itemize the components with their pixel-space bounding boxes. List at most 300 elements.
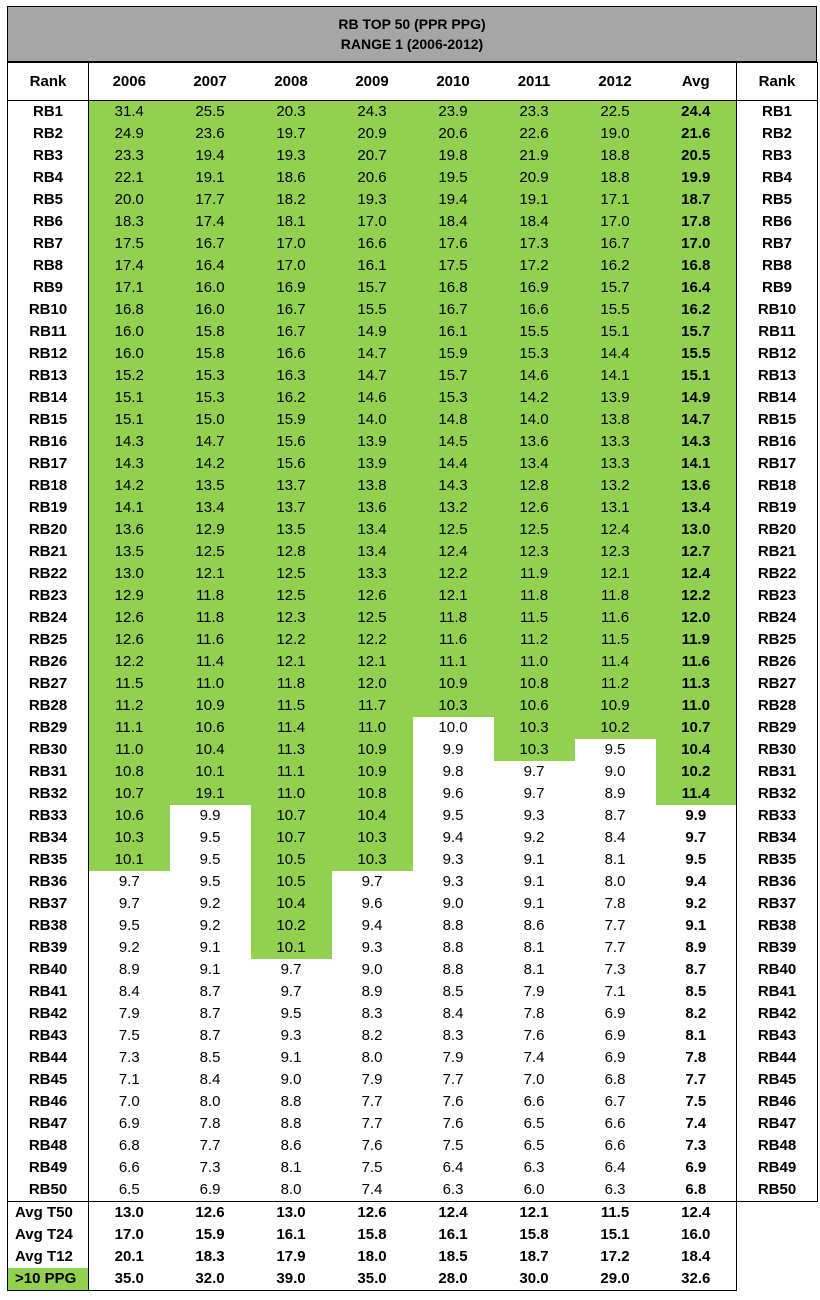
rank-cell-right: RB44	[737, 1047, 818, 1069]
table-subtitle: RANGE 1 (2006-2012)	[340, 36, 484, 52]
value-cell: 22.6	[494, 123, 575, 145]
table-row	[8, 211, 818, 233]
value-cell: 7.8	[523, 1005, 545, 1022]
value-cell: 7.7	[361, 1115, 383, 1132]
rank-cell: RB42	[8, 1003, 89, 1025]
avg-cell: 24.4	[656, 101, 737, 124]
value-cell: 8.0	[199, 1093, 221, 1110]
table-row	[8, 409, 818, 431]
value-cell: 11.0	[170, 673, 251, 695]
value-cell: 12.3	[494, 541, 575, 563]
value-cell: 20.9	[494, 167, 575, 189]
avg-cell: 17.0	[656, 233, 737, 255]
rank-cell-right: RB34	[737, 827, 818, 849]
avg-cell: 19.9	[656, 167, 737, 189]
table-row	[8, 277, 818, 299]
value-cell: 16.7	[251, 321, 332, 343]
summary-value: 32.0	[170, 1268, 251, 1291]
value-cell: 16.1	[332, 255, 413, 277]
value-cell: 9.7	[280, 983, 302, 1000]
value-cell: 18.4	[494, 211, 575, 233]
value-cell: 7.9	[361, 1071, 383, 1088]
value-cell: 8.6	[523, 917, 545, 934]
value-cell: 7.1	[118, 1071, 140, 1088]
rank-cell: RB44	[8, 1047, 89, 1069]
value-cell: 10.4	[332, 805, 413, 827]
value-cell: 18.2	[251, 189, 332, 211]
value-cell: 10.9	[413, 673, 494, 695]
value-cell: 15.1	[89, 409, 170, 431]
summary-avg: 16.0	[656, 1224, 737, 1246]
value-cell: 9.7	[523, 763, 545, 780]
summary-value: 12.6	[195, 1204, 225, 1221]
value-cell: 10.3	[332, 849, 413, 871]
avg-cell: 8.1	[656, 1025, 737, 1047]
value-cell: 19.1	[170, 167, 251, 189]
value-cell: 16.2	[575, 255, 656, 277]
avg-cell: 14.1	[656, 453, 737, 475]
value-cell: 10.3	[413, 695, 494, 717]
value-cell: 20.7	[332, 145, 413, 167]
value-cell: 10.5	[251, 871, 332, 893]
value-cell: 6.6	[604, 1115, 626, 1132]
value-cell: 13.1	[575, 497, 656, 519]
value-cell: 15.2	[89, 365, 170, 387]
value-cell: 6.3	[575, 1179, 656, 1202]
value-cell: 16.2	[251, 387, 332, 409]
table-row	[8, 893, 818, 915]
rank-cell: RB14	[8, 387, 89, 409]
value-cell: 17.6	[413, 233, 494, 255]
value-cell: 8.3	[442, 1027, 464, 1044]
value-cell: 8.4	[118, 983, 140, 1000]
value-cell: 11.0	[251, 783, 332, 805]
value-cell: 16.7	[170, 233, 251, 255]
value-cell: 9.5	[442, 807, 464, 824]
value-cell: 8.8	[280, 1115, 302, 1132]
value-cell: 12.1	[170, 563, 251, 585]
table-row	[8, 871, 818, 893]
summary-row	[8, 1202, 818, 1225]
value-cell: 13.4	[332, 519, 413, 541]
value-cell: 10.0	[438, 719, 468, 736]
value-cell: 15.6	[251, 453, 332, 475]
avg-cell: 21.6	[656, 123, 737, 145]
value-cell: 7.5	[118, 1027, 140, 1044]
value-cell: 11.8	[494, 585, 575, 607]
rank-cell: RB15	[8, 409, 89, 431]
table-title-box	[7, 6, 817, 62]
value-cell: 14.3	[413, 475, 494, 497]
rank-cell-right: RB8	[737, 255, 818, 277]
value-cell: 10.6	[89, 805, 170, 827]
avg-cell: 17.8	[656, 211, 737, 233]
value-cell: 11.8	[413, 607, 494, 629]
value-cell: 11.8	[575, 585, 656, 607]
value-cell: 11.1	[89, 717, 170, 739]
summary-value: 18.7	[519, 1248, 549, 1265]
value-cell: 9.6	[442, 785, 464, 802]
table-row	[8, 629, 818, 651]
value-cell: 13.0	[89, 563, 170, 585]
value-cell: 19.1	[494, 189, 575, 211]
column-header: 2007	[170, 63, 251, 101]
value-cell: 10.2	[251, 915, 332, 937]
avg-cell: 9.1	[656, 915, 737, 937]
value-cell: 15.1	[575, 321, 656, 343]
value-cell: 10.5	[251, 849, 332, 871]
value-cell: 13.8	[575, 409, 656, 431]
value-cell: 17.0	[575, 211, 656, 233]
value-cell: 15.9	[251, 409, 332, 431]
rank-cell: RB20	[8, 519, 89, 541]
value-cell: 12.1	[413, 585, 494, 607]
value-cell: 8.4	[604, 829, 626, 846]
value-cell: 12.6	[89, 607, 170, 629]
data-table	[7, 62, 818, 1291]
value-cell: 17.0	[251, 233, 332, 255]
summary-value: 17.9	[276, 1248, 306, 1265]
summary-value: 18.3	[195, 1248, 225, 1265]
rank-cell-right: RB26	[737, 651, 818, 673]
value-cell: 13.5	[170, 475, 251, 497]
value-cell: 10.4	[251, 893, 332, 915]
value-cell: 8.9	[118, 961, 140, 978]
value-cell: 17.7	[170, 189, 251, 211]
rank-cell: RB7	[8, 233, 89, 255]
table-row	[8, 321, 818, 343]
summary-value: 16.1	[276, 1226, 306, 1243]
avg-cell: 8.5	[656, 981, 737, 1003]
value-cell: 12.1	[575, 563, 656, 585]
value-cell: 14.3	[89, 431, 170, 453]
rank-cell: RB45	[8, 1069, 89, 1091]
rank-cell-right: RB2	[737, 123, 818, 145]
value-cell: 11.1	[251, 761, 332, 783]
value-cell: 15.3	[494, 343, 575, 365]
value-cell: 9.9	[199, 807, 221, 824]
column-header: 2008	[251, 63, 332, 101]
rank-cell-right: RB15	[737, 409, 818, 431]
summary-value: 11.5	[600, 1204, 630, 1221]
rank-cell: RB37	[8, 893, 89, 915]
value-cell: 9.7	[118, 895, 140, 912]
value-cell: 11.2	[494, 629, 575, 651]
value-cell: 24.3	[332, 101, 413, 124]
value-cell: 17.2	[494, 255, 575, 277]
table-row	[8, 651, 818, 673]
value-cell: 9.9	[442, 741, 464, 758]
rank-cell-right: RB6	[737, 211, 818, 233]
rank-cell-right: RB50	[737, 1179, 818, 1202]
avg-cell: 12.4	[656, 563, 737, 585]
table-row	[8, 343, 818, 365]
column-header: 2006	[89, 63, 170, 101]
rank-cell: RB23	[8, 585, 89, 607]
rank-cell: RB39	[8, 937, 89, 959]
value-cell: 23.3	[494, 101, 575, 124]
value-cell: 6.9	[604, 1005, 626, 1022]
value-cell: 11.5	[251, 695, 332, 717]
value-cell: 13.9	[575, 387, 656, 409]
rank-cell: RB47	[8, 1113, 89, 1135]
value-cell: 12.5	[413, 519, 494, 541]
value-cell: 15.3	[170, 365, 251, 387]
avg-cell: 14.3	[656, 431, 737, 453]
value-cell: 11.0	[494, 651, 575, 673]
value-cell: 16.8	[89, 299, 170, 321]
value-cell: 14.2	[170, 453, 251, 475]
summary-value: 16.1	[438, 1226, 468, 1243]
value-cell: 10.6	[170, 717, 251, 739]
table-row	[8, 299, 818, 321]
summary-row	[8, 1268, 818, 1291]
rank-cell: RB36	[8, 871, 89, 893]
value-cell: 8.4	[199, 1071, 221, 1088]
avg-cell: 10.7	[656, 717, 737, 739]
avg-cell: 10.2	[656, 761, 737, 783]
rank-cell: RB9	[8, 277, 89, 299]
summary-value: 13.0	[276, 1204, 306, 1221]
value-cell: 6.7	[604, 1093, 626, 1110]
rank-cell-right: RB35	[737, 849, 818, 871]
value-cell: 16.0	[170, 277, 251, 299]
avg-cell: 9.5	[656, 849, 737, 871]
value-cell: 12.9	[170, 519, 251, 541]
rank-cell: RB50	[8, 1179, 89, 1202]
summary-value: 17.2	[600, 1248, 630, 1265]
rank-cell: RB16	[8, 431, 89, 453]
value-cell: 12.4	[413, 541, 494, 563]
column-header: 2009	[332, 63, 413, 101]
rank-cell-right: RB36	[737, 871, 818, 893]
value-cell: 6.3	[413, 1179, 494, 1202]
value-cell: 11.2	[89, 695, 170, 717]
summary-value: 39.0	[251, 1268, 332, 1291]
avg-cell: 13.6	[656, 475, 737, 497]
value-cell: 6.6	[118, 1159, 140, 1176]
value-cell: 16.4	[170, 255, 251, 277]
value-cell: 9.5	[118, 917, 140, 934]
table-row	[8, 189, 818, 211]
rank-cell: RB4	[8, 167, 89, 189]
summary-value: 17.0	[114, 1226, 144, 1243]
value-cell: 14.2	[89, 475, 170, 497]
value-cell: 7.4	[523, 1049, 545, 1066]
rank-cell: RB12	[8, 343, 89, 365]
avg-cell: 9.4	[656, 871, 737, 893]
value-cell: 15.9	[413, 343, 494, 365]
value-cell: 7.9	[118, 1005, 140, 1022]
rank-cell-right: RB16	[737, 431, 818, 453]
avg-cell: 15.5	[656, 343, 737, 365]
value-cell: 13.4	[494, 453, 575, 475]
value-cell: 13.5	[251, 519, 332, 541]
value-cell: 8.0	[604, 873, 626, 890]
value-cell: 9.0	[604, 763, 626, 780]
value-cell: 19.1	[170, 783, 251, 805]
avg-cell: 13.4	[656, 497, 737, 519]
value-cell: 9.1	[523, 851, 545, 868]
table-row	[8, 519, 818, 541]
rank-cell-right: RB1	[737, 101, 818, 124]
avg-cell: 16.2	[656, 299, 737, 321]
rank-cell-right: RB21	[737, 541, 818, 563]
rank-cell-right: RB7	[737, 233, 818, 255]
value-cell: 11.7	[332, 695, 413, 717]
avg-cell: 12.7	[656, 541, 737, 563]
rank-cell: RB24	[8, 607, 89, 629]
avg-cell: 16.4	[656, 277, 737, 299]
value-cell: 20.0	[89, 189, 170, 211]
value-cell: 14.5	[413, 431, 494, 453]
value-cell: 8.1	[280, 1159, 302, 1176]
rank-cell-right: RB17	[737, 453, 818, 475]
summary-avg: 18.4	[656, 1246, 737, 1268]
value-cell: 14.6	[332, 387, 413, 409]
value-cell: 8.0	[361, 1049, 383, 1066]
rank-cell: RB19	[8, 497, 89, 519]
value-cell: 10.2	[575, 717, 656, 739]
value-cell: 13.4	[332, 541, 413, 563]
value-cell: 9.5	[199, 829, 221, 846]
value-cell: 10.8	[332, 783, 413, 805]
value-cell: 17.3	[494, 233, 575, 255]
table-row	[8, 1135, 818, 1157]
rank-cell-right: RB14	[737, 387, 818, 409]
value-cell: 13.2	[413, 497, 494, 519]
value-cell: 8.8	[280, 1093, 302, 1110]
summary-value: 12.6	[357, 1204, 387, 1221]
avg-cell: 11.6	[656, 651, 737, 673]
table-row	[8, 585, 818, 607]
table-row	[8, 783, 818, 805]
value-cell: 16.6	[332, 233, 413, 255]
rank-cell-right: RB28	[737, 695, 818, 717]
rank-cell: RB46	[8, 1091, 89, 1113]
value-cell: 13.6	[89, 519, 170, 541]
value-cell: 15.5	[332, 299, 413, 321]
value-cell: 8.7	[604, 807, 626, 824]
blank-cell	[737, 1246, 818, 1268]
value-cell: 6.5	[523, 1115, 545, 1132]
rank-cell: RB1	[8, 101, 89, 124]
rank-cell-right: RB9	[737, 277, 818, 299]
value-cell: 13.6	[332, 497, 413, 519]
value-cell: 12.8	[494, 475, 575, 497]
rank-cell: RB28	[8, 695, 89, 717]
rank-cell-right: RB22	[737, 563, 818, 585]
rank-cell: RB3	[8, 145, 89, 167]
value-cell: 10.9	[332, 739, 413, 761]
value-cell: 8.1	[523, 939, 545, 956]
rank-cell-right: RB32	[737, 783, 818, 805]
value-cell: 13.6	[494, 431, 575, 453]
rank-cell: RB13	[8, 365, 89, 387]
avg-cell: 16.8	[656, 255, 737, 277]
value-cell: 7.8	[604, 895, 626, 912]
avg-cell: 14.9	[656, 387, 737, 409]
value-cell: 16.0	[170, 299, 251, 321]
value-cell: 12.1	[251, 651, 332, 673]
value-cell: 17.1	[89, 277, 170, 299]
value-cell: 7.6	[442, 1115, 464, 1132]
value-cell: 8.9	[604, 785, 626, 802]
value-cell: 22.5	[575, 101, 656, 124]
summary-value: 15.8	[519, 1226, 549, 1243]
summary-value: 15.1	[600, 1226, 630, 1243]
table-row	[8, 981, 818, 1003]
value-cell: 11.4	[251, 717, 332, 739]
value-cell: 6.6	[604, 1137, 626, 1154]
value-cell: 12.3	[251, 607, 332, 629]
summary-value: 15.9	[195, 1226, 225, 1243]
rank-cell-right: RB37	[737, 893, 818, 915]
value-cell: 7.3	[199, 1159, 221, 1176]
value-cell: 13.7	[251, 497, 332, 519]
value-cell: 31.4	[89, 101, 170, 124]
value-cell: 10.3	[332, 827, 413, 849]
rank-cell: RB29	[8, 717, 89, 739]
table-row	[8, 739, 818, 761]
value-cell: 6.0	[494, 1179, 575, 1202]
value-cell: 19.7	[251, 123, 332, 145]
rank-cell: RB43	[8, 1025, 89, 1047]
value-cell: 25.5	[170, 101, 251, 124]
value-cell: 16.3	[251, 365, 332, 387]
value-cell: 13.4	[170, 497, 251, 519]
avg-cell: 7.5	[656, 1091, 737, 1113]
value-cell: 17.4	[170, 211, 251, 233]
value-cell: 11.9	[494, 563, 575, 585]
value-cell: 7.5	[361, 1159, 383, 1176]
rank-cell: RB38	[8, 915, 89, 937]
value-cell: 11.6	[575, 607, 656, 629]
summary-avg: 12.4	[656, 1202, 737, 1225]
value-cell: 11.4	[170, 651, 251, 673]
value-cell: 19.5	[413, 167, 494, 189]
value-cell: 7.6	[523, 1027, 545, 1044]
rank-cell: RB21	[8, 541, 89, 563]
rank-cell-right: RB30	[737, 739, 818, 761]
value-cell: 8.5	[199, 1049, 221, 1066]
value-cell: 14.9	[332, 321, 413, 343]
value-cell: 16.9	[251, 277, 332, 299]
value-cell: 20.3	[251, 101, 332, 124]
summary-row	[8, 1246, 818, 1268]
value-cell: 18.1	[251, 211, 332, 233]
avg-cell: 15.1	[656, 365, 737, 387]
summary-value: 35.0	[332, 1268, 413, 1291]
value-cell: 10.7	[251, 827, 332, 849]
value-cell: 9.5	[604, 741, 626, 758]
value-cell: 7.4	[332, 1179, 413, 1202]
rank-cell-right: RB5	[737, 189, 818, 211]
value-cell: 6.4	[604, 1159, 626, 1176]
value-cell: 6.9	[118, 1115, 140, 1132]
value-cell: 7.6	[442, 1093, 464, 1110]
column-header: Rank	[737, 63, 818, 101]
value-cell: 17.0	[332, 211, 413, 233]
value-cell: 13.9	[332, 431, 413, 453]
table-row	[8, 123, 818, 145]
rank-cell: RB35	[8, 849, 89, 871]
value-cell: 11.4	[575, 651, 656, 673]
rank-cell: RB25	[8, 629, 89, 651]
rank-cell-right: RB41	[737, 981, 818, 1003]
rank-cell: RB8	[8, 255, 89, 277]
rank-cell-right: RB20	[737, 519, 818, 541]
